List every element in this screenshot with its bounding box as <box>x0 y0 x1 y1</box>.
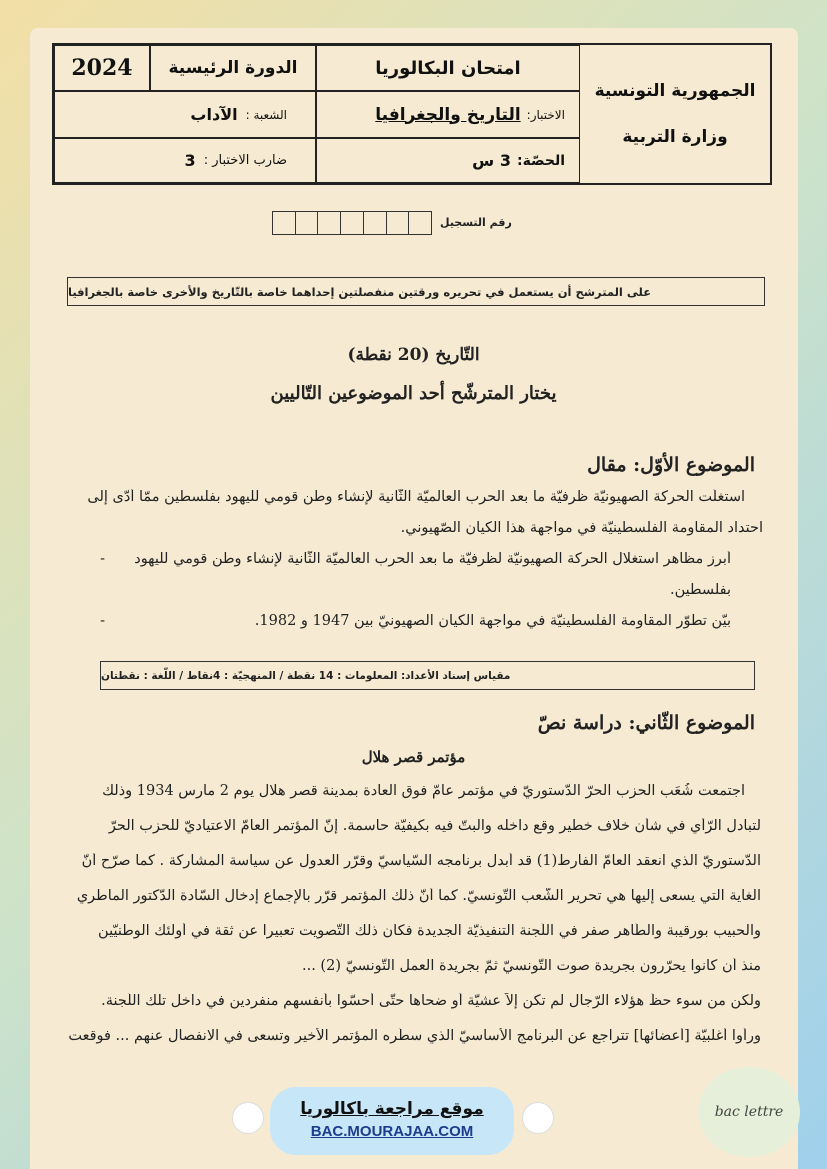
duration-value: 3 س <box>472 151 511 170</box>
section-instruction: يختار المترشّح أحد الموضوعين التّاليين <box>270 383 557 404</box>
instructions-note: على المترشح أن يستعمل في تحريره ورقتين منفصلتين إحداهما خاصة بالتّاريخ والأخرى خاصة بالجغرافيا <box>67 277 765 306</box>
ministry-block <box>580 45 770 183</box>
coef-value: 3 <box>184 151 196 170</box>
site-logo-icon-left <box>232 1102 264 1134</box>
bullet-dash-1: - <box>100 551 105 567</box>
duration-label: الحصّة: <box>516 152 565 169</box>
text-line-3: الدّستوريّ الذي انعقد العامّ الفارط(1) قد أبدل برنامجه السّياسيّ وقرّر العدول عن سياسة المشاركة . كما صرّح أنّ <box>81 853 761 869</box>
text-line-8: ورأوا أغلبيّة [أعضائها] تتراجع عن البرنامج الأساسيّ الذي سطّره المؤتمر الأخير وتسعى في الانفصال عنهم ... فوقعت <box>68 1028 761 1044</box>
text-line-1: اجتمعت شُعَب الحزب الحرّ الدّستوريّ في مؤتمر عامّ فوق العادة بمدينة قصر هلال يوم 2 مارس 1934 وذلك <box>102 783 745 799</box>
text-line-7: ولكن من سوء حظّ هؤلاء الرّجال لم تكن إلاّ عشيّة أو ضحاها حتّى أحسّوا بأنفسهم منفردين في داخل تلك اللّجنة. <box>101 993 761 1009</box>
exam-header <box>52 43 772 185</box>
subject1-bullet2: بيّن تطوّر المقاومة الفلسطينيّة في مواجهة الكيان الصهيونيّ بين 1947 و 1982. <box>254 613 731 629</box>
exam-title: امتحان البكالوريا <box>316 45 580 91</box>
subject1-intro-line2: احتداد المقاومة الفلسطينيّة في مواجهة هذا الكيان الصّهيوني. <box>400 520 763 536</box>
exam-coefficient <box>54 138 316 183</box>
exam-subject <box>316 91 580 138</box>
grading-scale: مقياس إسناد الأعداد: المعلومات : 14 نقطة / المنهجيّة : 4نقاط / اللّغة : نقطتان <box>100 661 755 690</box>
text-line-5: والحبيب بورقيبة والطّاهر صفر في اللّجنة التنفيذيّة الجديدة فكان ذلك التّصويت تعبيرا عن ثقة في أولئك الوطنيّين <box>98 923 761 939</box>
text-line-4: الغاية التي يسعى إليها هي تحرير الشّعب التّونسيّ. كما أنّ ذلك المؤتمر قرّر بالإجماع إدخال السّادة الدّكتور الماطري <box>76 888 761 904</box>
registration-number-boxes[interactable] <box>272 211 432 235</box>
coef-label: ضارب الاختبار : <box>203 153 287 168</box>
subject1-bullet1-line2: بفلسطين. <box>669 582 731 598</box>
site-url-link[interactable]: BAC.MOURAJAA.COM <box>310 1123 474 1140</box>
subject2-title: الموضوع الثّاني: دراسة نصّ <box>537 712 755 734</box>
site-footer[interactable] <box>270 1087 514 1155</box>
republic-name: الجمهورية التونسية <box>594 81 756 101</box>
site-name[interactable]: موقع مراجعة باكالوريا <box>300 1099 484 1119</box>
subject-value: التاريخ والجغرافيا <box>375 104 521 125</box>
ministry-name: وزارة التربية <box>622 127 728 147</box>
exam-branch <box>54 91 316 138</box>
branch-label: الشعبة : <box>245 107 287 122</box>
bac-lettre-badge: bac lettre <box>698 1067 800 1157</box>
text-line-6: منذ أن كانوا يحرّرون بجريدة صوت التّونسيّ ثمّ بجريدة العمل التّونسيّ (2) ... <box>301 958 761 974</box>
exam-duration <box>316 138 580 183</box>
exam-session: الدورة الرئيسية <box>150 45 316 91</box>
text-title: مؤتمر قصر هلال <box>361 748 466 766</box>
section-title: التّاريخ (20 نقطة) <box>347 345 480 365</box>
bullet-dash-2: - <box>100 613 105 629</box>
subject1-intro-line1: استغلّت الحركة الصهيونيّة ظرفيّة ما بعد الحرب العالميّة الثّانية لإنشاء وطن قومي لليهود بفلسطين ممّا أدّى إلى <box>87 489 745 505</box>
subject1-title: الموضوع الأوّل: مقال <box>587 454 755 476</box>
site-logo-icon-right <box>522 1102 554 1134</box>
registration-label: رقم التسجيل <box>440 216 512 229</box>
subject1-bullet1-line1: أبرز مظاهر استغلال الحركة الصهيونيّة لظرفيّة ما بعد الحرب العالميّة الثّانية لإنشاء وطن قومي لليهود <box>134 551 731 567</box>
text-line-2: لتبادل الرّأي في شأن خلاف خطير وقع داخله والبتّ فيه بكيفيّة حاسمة. إنّ المؤتمر العامّ الاعتياديّ للحزب الحرّ <box>108 818 761 834</box>
exam-year: 2024 <box>54 45 150 91</box>
branch-value: الآداب <box>190 105 238 124</box>
subject-label: الاختبار: <box>526 107 565 122</box>
